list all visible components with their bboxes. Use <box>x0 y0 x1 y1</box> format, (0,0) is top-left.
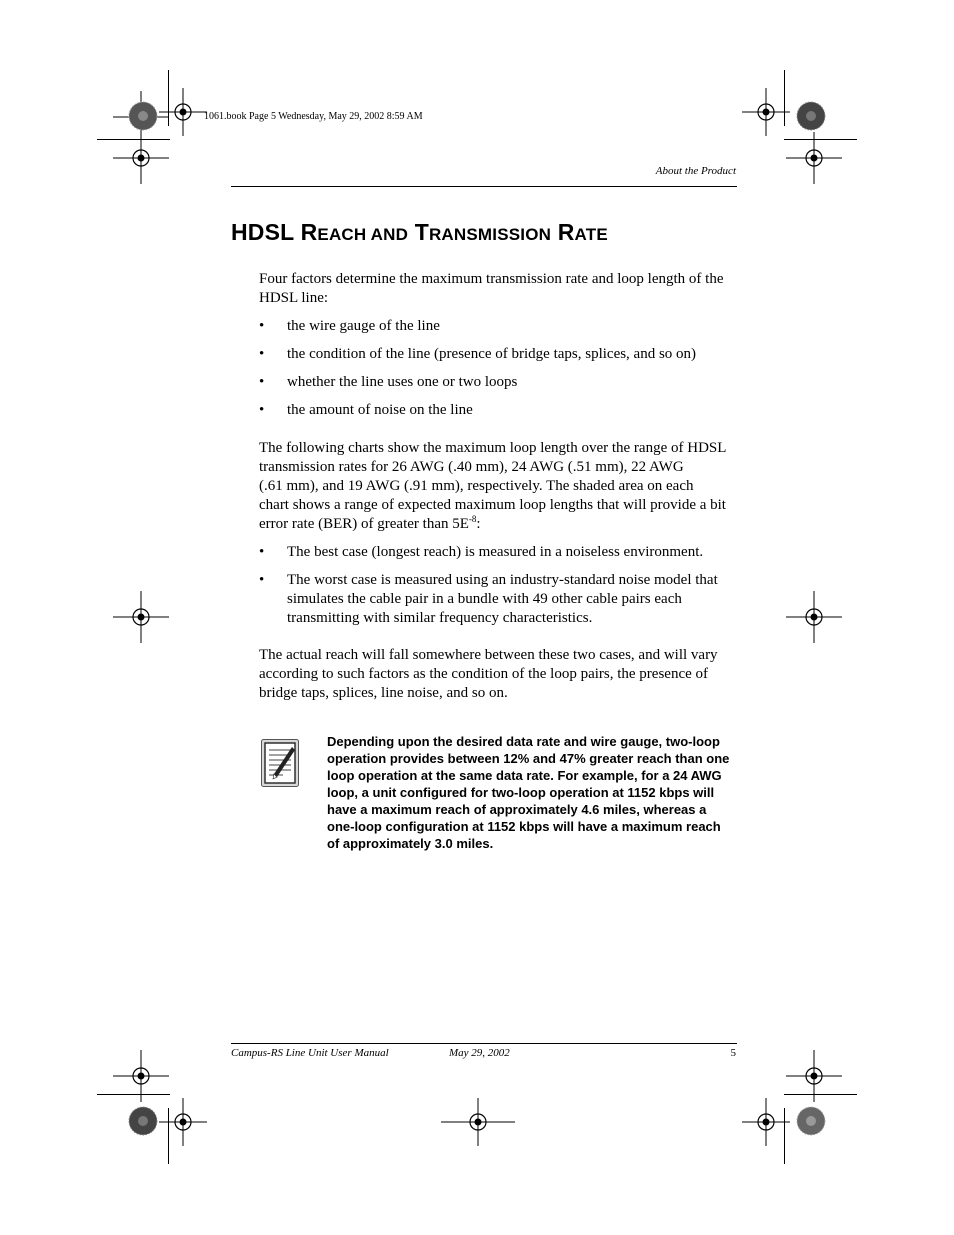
starburst-mark-icon <box>128 101 158 136</box>
registration-mark-icon <box>786 1050 842 1102</box>
section-title: HDSL REACH AND TRANSMISSION RATE <box>231 219 608 245</box>
registration-mark-icon <box>786 591 842 643</box>
registration-mark-icon <box>441 1098 515 1146</box>
running-head: About the Product <box>655 165 736 177</box>
registration-mark-icon <box>159 88 207 136</box>
note-text: Depending upon the desired data rate and wire gauge, two-loop operation provides between 12% and 47% greater reach than one loop operation at the same data rate. For example, for a 24 AWG loop, a unit configured for two-loop operation at 1152 kbps will have a maximum reach of approximately 4.6 miles, whereas a one-loop configuration at 1152 kbps will have a maximum reach of approximately 3.0 miles. <box>327 734 730 851</box>
list-item: the condition of the line (presence of bridge taps, splices, and so on) <box>287 346 697 362</box>
list-item: the wire gauge of the line <box>287 318 440 334</box>
starburst-mark-icon <box>796 1106 826 1141</box>
starburst-mark-icon <box>128 1106 158 1141</box>
bullet-icon: • <box>259 544 265 560</box>
footer-page-number: 5 <box>730 1047 736 1059</box>
bullet-icon: • <box>259 402 265 418</box>
registration-mark-icon <box>786 132 842 184</box>
registration-mark-icon <box>113 1050 169 1102</box>
book-info: 1061.book Page 5 Wednesday, May 29, 2002 8:59 AM <box>204 111 423 122</box>
registration-mark-icon <box>159 1098 207 1146</box>
reach-paragraph: The actual reach will fall somewhere between these two cases, and will vary according to such factors as the condition of the loop pairs, the presence of bridge taps, splices, line noise, and so on. <box>259 647 718 701</box>
list-item: whether the line uses one or two loops <box>287 374 518 390</box>
list-item: the amount of noise on the line <box>287 402 473 418</box>
registration-mark-icon <box>742 1098 790 1146</box>
bullet-icon: • <box>259 318 265 334</box>
bullet-icon: • <box>259 374 265 390</box>
note-pad-pencil-icon <box>261 739 299 787</box>
charts-paragraph: The following charts show the maximum loop length over the range of HDSL transmission rates for 26 AWG (.40 mm), 24 AWG (.51 mm), 22 AWG (.61 mm), and 19 AWG (.91 mm), respectively. The shaded area on each chart shows a range of expected maximum loop lengths that will provide a bit error rate (BER) of greater than $5E^{-8}$: <box>259 440 727 532</box>
ber-exponent: -8 <box>468 514 477 524</box>
bullet-icon: • <box>259 572 265 588</box>
bullet-icon: • <box>259 346 265 362</box>
footer-rule <box>231 1043 737 1044</box>
registration-mark-icon <box>113 132 169 184</box>
header-rule <box>231 186 737 187</box>
intro-paragraph: Four factors determine the maximum transmission rate and loop length of the HDSL line: <box>259 271 724 306</box>
registration-mark-icon <box>742 88 790 136</box>
list-item: The worst case is measured using an industry-standard noise model that simulates the cable pair in a bundle with 49 other cable pairs each transmitting with similar frequency characteristics. <box>287 572 718 626</box>
registration-mark-icon <box>113 591 169 643</box>
starburst-mark-icon <box>796 101 826 136</box>
footer-date: May 29, 2002 <box>449 1047 510 1059</box>
footer-manual-title: Campus-RS Line Unit User Manual <box>231 1047 389 1059</box>
list-item: The best case (longest reach) is measured in a noiseless environment. <box>287 544 704 560</box>
